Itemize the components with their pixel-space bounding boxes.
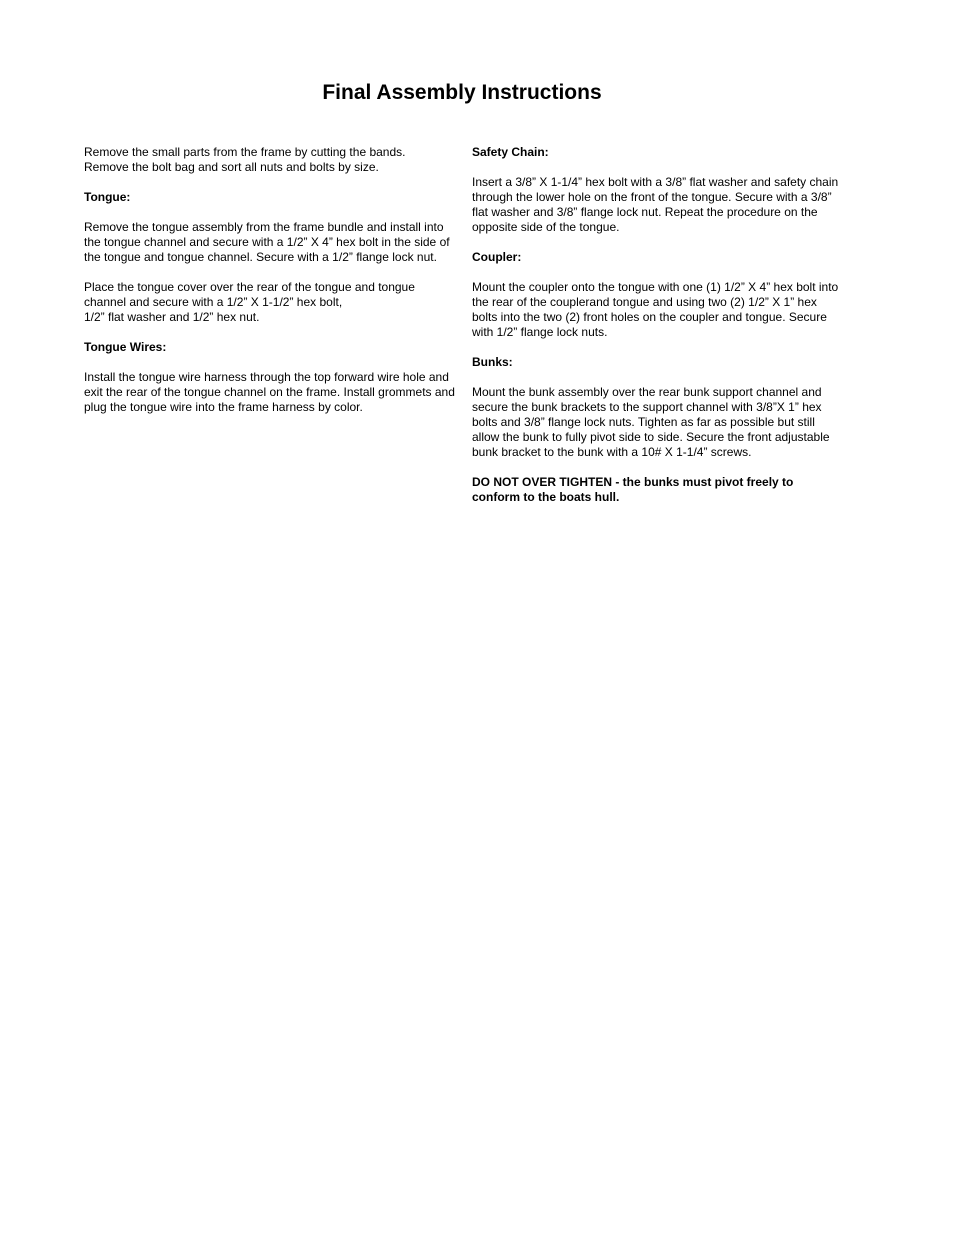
intro-paragraph: Remove the small parts from the frame by cutting the bands. Remove the bolt bag and sort all nuts and bolts by size. xyxy=(84,145,406,174)
tongue-wires-heading: Tongue Wires: xyxy=(84,340,167,354)
bunks-paragraph: Mount the bunk assembly over the rear bunk support channel and secure the bunk brackets to the support channel with 3/8”X 1” hex bolts and 3/8” flange lock nuts. Tighten as far as possible but still allow the bunk to fully pivot side to side. Secure the front adjustable bunk bracket to the bunk with a 10# X 1-1/4” screws. xyxy=(472,385,830,459)
tongue-heading: Tongue: xyxy=(84,190,131,204)
coupler-paragraph: Mount the coupler onto the tongue with one (1) 1/2” X 4” hex bolt into the rear of the couplerand tongue and using two (2) 1/2” X 1” hex bolts into the two (2) front holes on the coupler and tongue. Secure with 1/2” flange lock nuts. xyxy=(472,280,839,339)
left-column xyxy=(84,145,456,430)
right-column xyxy=(472,145,844,520)
safety-chain-heading: Safety Chain: xyxy=(472,145,549,159)
warning-text: DO NOT OVER TIGHTEN - the bunks must pivot freely to conform to the boats hull. xyxy=(472,475,794,504)
page-title: Final Assembly Instructions xyxy=(322,81,602,104)
tongue-wires-paragraph: Install the tongue wire harness through the top forward wire hole and exit the rear of the tongue channel on the frame. Install grommets and plug the tongue wire into the frame harness by color. xyxy=(84,370,455,414)
tongue-paragraph-1: Remove the tongue assembly from the frame bundle and install into the tongue channel and secure with a 1/2” X 4” hex bolt in the side of the tongue and tongue channel. Secure with a 1/2” flange lock nut. xyxy=(84,220,450,264)
tongue-paragraph-2: Place the tongue cover over the rear of the tongue and tongue channel and secure with a 1/2” X 1-1/2” hex bolt, 1/2” flat washer and 1/2” hex nut. xyxy=(84,280,415,324)
safety-chain-paragraph: Insert a 3/8” X 1-1/4” hex bolt with a 3/8” flat washer and safety chain through the lower hole on the front of the tongue. Secure with a 3/8” flat washer and 3/8” flange lock nut. Repeat the procedure on the opposite side of the tongue. xyxy=(472,175,839,234)
coupler-heading: Coupler: xyxy=(472,250,522,264)
bunks-heading: Bunks: xyxy=(472,355,513,369)
